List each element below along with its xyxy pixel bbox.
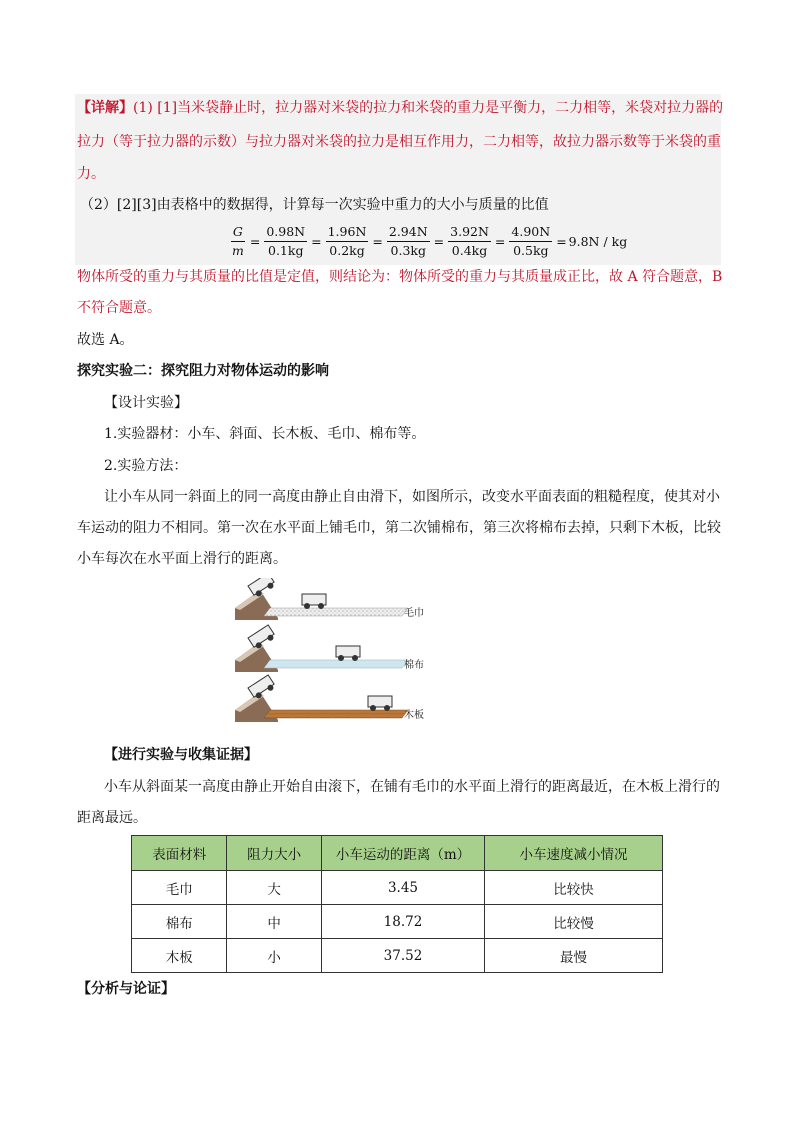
experiment-line-2: 距离最远。: [77, 810, 147, 826]
detail-paragraph-1-line-3: 力。: [77, 166, 105, 182]
cotton-surface: [264, 660, 408, 668]
table-cell: 大: [227, 871, 321, 905]
conclusion-line-1: 物体所受的重力与其质量的比值是定值，则结论为：物体所受的重力与其质量成正比，故 A 符合题意，B: [77, 269, 723, 285]
method-line-3: 小车每次在水平面上滑行的距离。: [77, 551, 287, 567]
detail-paragraph-2-line-1: （2）[2][3]由表格中的数据得，计算每一次实验中重力的大小与质量的比值: [80, 197, 549, 213]
table-row: [132, 939, 663, 973]
table-cell: 中: [227, 905, 321, 939]
analysis-heading: 【分析与论证】: [77, 981, 175, 997]
towel-surface: [264, 608, 408, 616]
method-line-2: 车运动的阻力不相同。第一次在水平面上铺毛巾，第二次铺棉布，第三次将棉布去掉，只剩下木板，比较: [77, 520, 721, 536]
surface-label-wood: 木板: [404, 710, 424, 721]
equipment-item: 1.实验器材：小车、斜面、长木板、毛巾、棉布等。: [104, 426, 426, 442]
formula-term: $\frac{4.90N}{0.5kg}$: [511, 223, 551, 258]
table-cell: 毛巾: [132, 871, 227, 905]
table-header-cell: 阻力大小: [227, 836, 321, 871]
formula-term: $\frac{3.92N}{0.4kg}$: [450, 223, 489, 258]
experiment-figure: [230, 578, 440, 728]
table-cell: 比较快: [485, 871, 663, 905]
table-header-row: [132, 836, 663, 871]
table-header-cell: 小车运动的距离（m）: [321, 836, 484, 871]
experiment-heading: 【进行实验与收集证据】: [104, 747, 258, 763]
table-cell: 棉布: [132, 905, 227, 939]
surface-label-cotton: 棉布: [404, 660, 424, 671]
table-cell: 比较慢: [485, 905, 663, 939]
conclusion-line-2: 不符合题意。: [77, 300, 161, 316]
wood-surface: [264, 710, 408, 718]
cart-stopped: [336, 646, 360, 661]
table-cell: 木板: [132, 939, 227, 973]
table-cell: 3.45: [321, 871, 484, 905]
table-cell: 18.72: [321, 905, 484, 939]
answer-line: 故选 A。: [77, 332, 134, 348]
formula-lhs: $\frac{G}{m}$: [232, 223, 244, 258]
cotton-track: [235, 625, 424, 672]
formula-term: $\frac{2.94N}{0.3kg}$: [388, 223, 428, 258]
table-row: [132, 905, 663, 939]
results-table: [131, 835, 663, 973]
surface-label-towel: 毛巾: [404, 608, 424, 619]
table-cell: 37.52: [321, 939, 484, 973]
cart-stopped: [368, 696, 392, 711]
method-item: 2.实验方法：: [104, 458, 188, 474]
detail-tag: 【详解】: [77, 100, 133, 116]
formula-term: $\frac{0.98N}{0.1kg}$: [266, 223, 306, 258]
experiment-line-1: 小车从斜面某一高度由静止开始自由滚下，在铺有毛巾的水平面上滑行的距离最近，在木板上滑行的: [104, 779, 720, 795]
towel-track: [235, 578, 424, 620]
table-row: [132, 871, 663, 905]
section-title: 探究实验二：探究阻力对物体运动的影响: [77, 363, 329, 379]
formula-result: 9.8N / kg: [568, 233, 628, 249]
wood-track: [235, 675, 424, 722]
method-line-1: 让小车从同一斜面上的同一高度由静止自由滑下，如图所示，改变水平面表面的粗糙程度，使其对小: [104, 489, 720, 505]
table-header-cell: 表面材料: [132, 836, 227, 871]
formula-term: $\frac{1.96N}{0.2kg}$: [327, 223, 367, 258]
detail-paragraph-1-line-1: 【详解】(1) [1]当米袋静止时，拉力器对米袋的拉力和米袋的重力是平衡力，二力相等，米袋对拉力器的: [77, 100, 724, 116]
table-header-cell: 小车速度减小情况: [485, 836, 663, 871]
table-cell: 最慢: [485, 939, 663, 973]
cart-stopped: [302, 594, 326, 609]
detail-paragraph-1-line-2: 拉力（等于拉力器的示数）与拉力器对米袋的拉力是相互作用力，二力相等，故拉力器示数等于米袋的重: [77, 134, 721, 150]
table-cell: 小: [227, 939, 321, 973]
ratio-formula: $\frac{G}{m}$ = $\frac{0.98N}{0.1kg}$ = $\frac{1.96N}{0.2kg}$ = $\frac{2.94N}{0.3kg}$ = $\frac{3.92N}{0.4kg}$ = $\frac{4.90N}{0.5kg}$ = 9.8N / kg: [232, 223, 628, 258]
design-heading: 【设计实验】: [104, 395, 188, 411]
